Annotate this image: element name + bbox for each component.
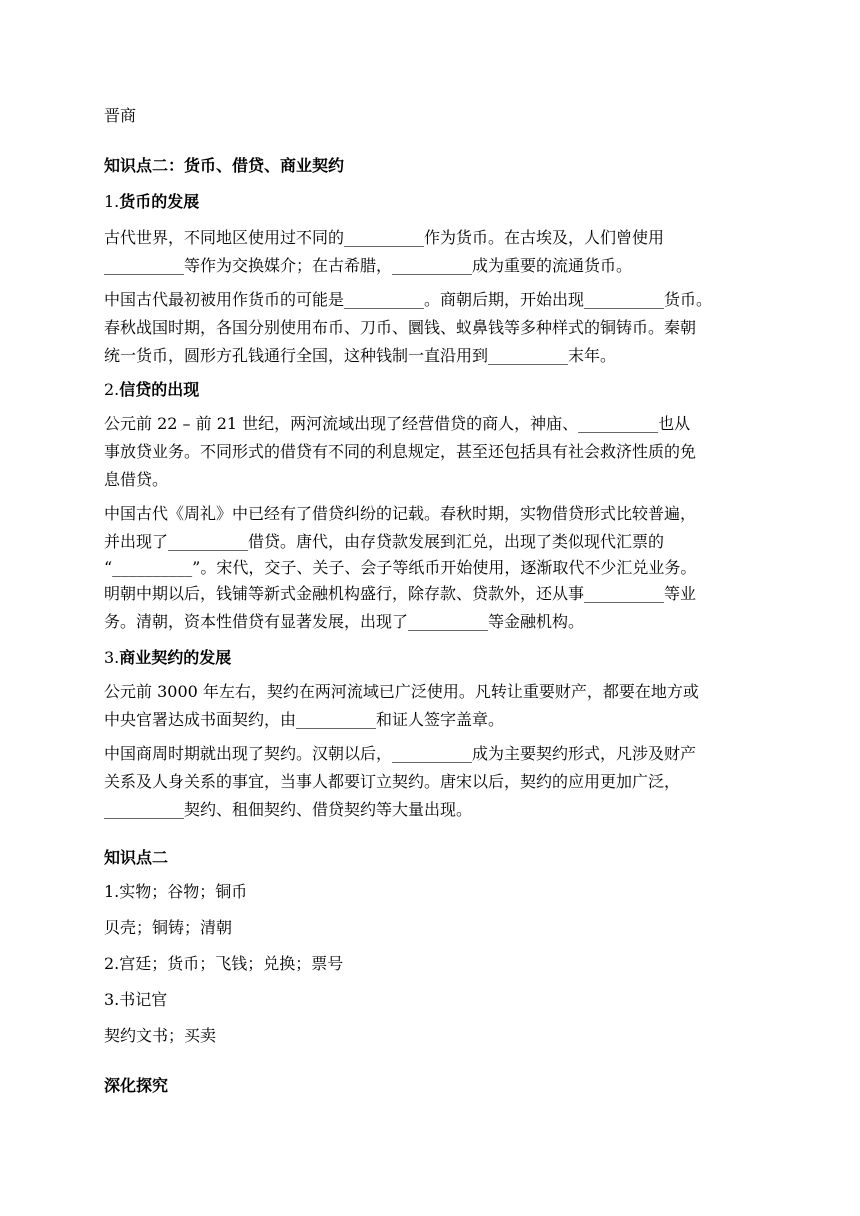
s3-p2-line: 中国商周时期就出现了契约。汉朝以后，__________成为主要契约形式，凡涉及财产 [104, 744, 697, 763]
s3-p1-line: 中央官署达成书面契约，由__________和证人签字盖章。 [104, 710, 505, 729]
answer-line: 3.书记官 [104, 990, 168, 1009]
next-section-title: 深化探究 [104, 1076, 169, 1095]
answer-line: 1.实物；谷物；铜币 [104, 882, 248, 901]
s1-number: 1. [104, 192, 120, 211]
s2-heading [104, 380, 199, 400]
s1-title: 货币的发展 [119, 192, 200, 211]
answer-line: 2.宫廷；货币；飞钱；兑换；票号 [104, 954, 344, 973]
s2-number: 2. [104, 380, 120, 399]
s3-p2-line: 关系及人身关系的事宜，当事人都要订立契约。唐宋以后，契约的应用更加广泛， [104, 772, 681, 791]
answer-line: 贝壳；铜铸；清朝 [104, 918, 233, 937]
s1-p1-line: __________等作为交换媒介；在古希腊，__________成为重要的流通货币。 [104, 256, 633, 275]
s3-heading [104, 648, 231, 668]
s2-p1-line: 公元前 22 – 前 21 世纪，两河流域出现了经营借贷的商人，神庙、__________也从 [104, 414, 691, 433]
intro-text: 晋商 [104, 106, 137, 125]
answers-title: 知识点二 [104, 848, 169, 867]
s1-heading [104, 192, 199, 212]
s3-p2-line: __________契约、租佃契约、借贷契约等大量出现。 [104, 800, 473, 819]
s2-title: 信贷的出现 [119, 380, 200, 399]
s3-number: 3. [104, 648, 120, 667]
s1-p2-line: 春秋战国时期，各国分别使用布币、刀币、圜钱、蚁鼻钱等多种样式的铜铸币。秦朝 [104, 318, 697, 337]
s3-p1-line: 公元前 3000 年左右，契约在两河流域已广泛使用。凡转让重要财产，都要在地方或 [104, 682, 699, 701]
s3-title: 商业契约的发展 [119, 648, 232, 667]
s1-p2-line: 中国古代最初被用作货币的可能是__________。商朝后期，开始出现__________货币。 [104, 290, 713, 309]
s2-p2-line: 并出现了__________借贷。唐代，由存贷款发展到汇兑，出现了类似现代汇票的 [104, 532, 665, 551]
s2-p2-line: “__________”。宋代，交子、关子、会子等纸币开始使用，逐渐取代不少汇兑业务。 [104, 558, 697, 577]
s1-p2-line: 统一货币，圆形方孔钱通行全国，这种钱制一直沿用到__________末年。 [104, 346, 617, 365]
s2-p1-line: 息借贷。 [104, 470, 169, 489]
answer-line: 契约文书；买卖 [104, 1026, 217, 1045]
s2-p2-line: 明朝中期以后，钱铺等新式金融机构盛行，除存款、贷款外，还从事__________等业 [104, 584, 697, 603]
s2-p2-line: 务。清朝，资本性借贷有显著发展，出现了__________等金融机构。 [104, 612, 585, 631]
s2-p2-line: 中国古代《周礼》中已经有了借贷纠纷的记载。春秋时期，实物借贷形式比较普遍， [104, 504, 697, 523]
section-title: 知识点二：货币、借贷、商业契约 [104, 156, 345, 175]
s2-p1-line: 事放贷业务。不同形式的借贷有不同的利息规定，甚至还包括具有社会救济性质的免 [104, 442, 697, 461]
s1-p1-line: 古代世界，不同地区使用过不同的__________作为货币。在古埃及，人们曾使用 [104, 228, 665, 247]
